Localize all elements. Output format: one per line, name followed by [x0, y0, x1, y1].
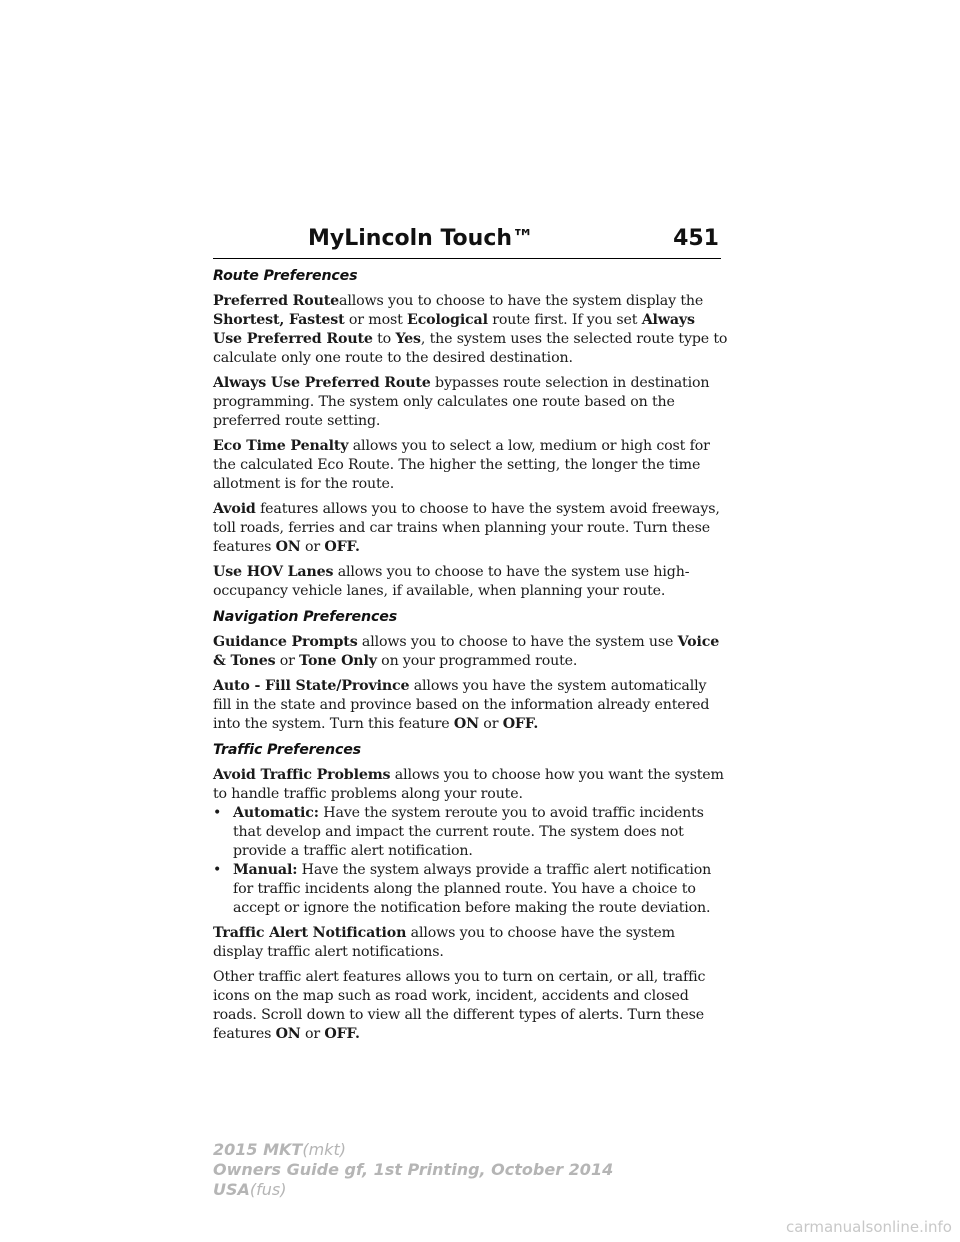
paragraph-avoid: Avoid features allows you to choose to have the system avoid freeways, toll roads, ferries and car trains when planning your route. Turn these features ON or OFF. — [213, 501, 720, 555]
paragraph-guidance-prompts: Guidance Prompts allows you to choose to have the system use Voice & Tones or Tone Only on your programmed route. — [213, 634, 720, 669]
paragraph-other-alerts: Other traffic alert features allows you to turn on certain, or all, traffic icons on the map such as road work, incident, accidents and closed roads. Scroll down to view all the different types of alerts. Turn these features ON or OFF. — [213, 969, 706, 1042]
page-content — [213, 266, 728, 1050]
footer-guide-line: Owners Guide gf, 1st Printing, October 2014 — [213, 1160, 614, 1179]
section-heading-route: Route Preferences — [213, 268, 358, 284]
paragraph-preferred-route: Preferred Routeallows you to choose to have the system display the Shortest, Fastest or most Ecological route first. If you set Always Use Preferred Route to Yes, the system uses the selected route type to calculate only one route to the desired destination. — [213, 293, 728, 366]
page-number: 451 — [673, 226, 719, 251]
chapter-title: MyLincoln Touch™ — [308, 226, 535, 251]
section-heading-navigation: Navigation Preferences — [213, 609, 397, 625]
list-item: • Manual: Have the system always provide a traffic alert notification for traffic incidents along the planned route. You have a choice to accept or ignore the notification before making the route deviation. — [213, 862, 712, 916]
paragraph-traffic-alert: Traffic Alert Notification allows you to choose have the system display traffic alert notifications. — [213, 925, 675, 960]
paragraph-hov-lanes: Use HOV Lanes allows you to choose to have the system use high-occupancy vehicle lanes, if available, when planning your route. — [213, 564, 690, 599]
site-watermark: carmanualsonline.info — [786, 1218, 952, 1236]
paragraph-always-use-preferred: Always Use Preferred Route bypasses route selection in destination programming. The system only calculates one route based on the preferred route setting. — [213, 375, 710, 429]
paragraph-eco-time-penalty: Eco Time Penalty allows you to select a low, medium or high cost for the calculated Eco Route. The higher the setting, the longer the time allotment is for the route. — [213, 438, 710, 492]
print-footer — [213, 1140, 613, 1200]
paragraph-auto-fill: Auto - Fill State/Province allows you have the system automatically fill in the state and province based on the information already entered into the system. Turn this feature ON or OFF. — [213, 678, 710, 732]
footer-model-line: 2015 MKT(mkt) — [213, 1140, 346, 1159]
list-item: • Automatic: Have the system reroute you to avoid traffic incidents that develop and impact the current route. The system does not provide a traffic alert notification. — [213, 805, 704, 859]
paragraph-avoid-traffic: Avoid Traffic Problems allows you to choose how you want the system to handle traffic problems along your route. — [213, 767, 724, 802]
page-header — [213, 226, 721, 259]
section-heading-traffic: Traffic Preferences — [213, 742, 361, 758]
footer-region-line: USA(fus) — [213, 1180, 287, 1199]
